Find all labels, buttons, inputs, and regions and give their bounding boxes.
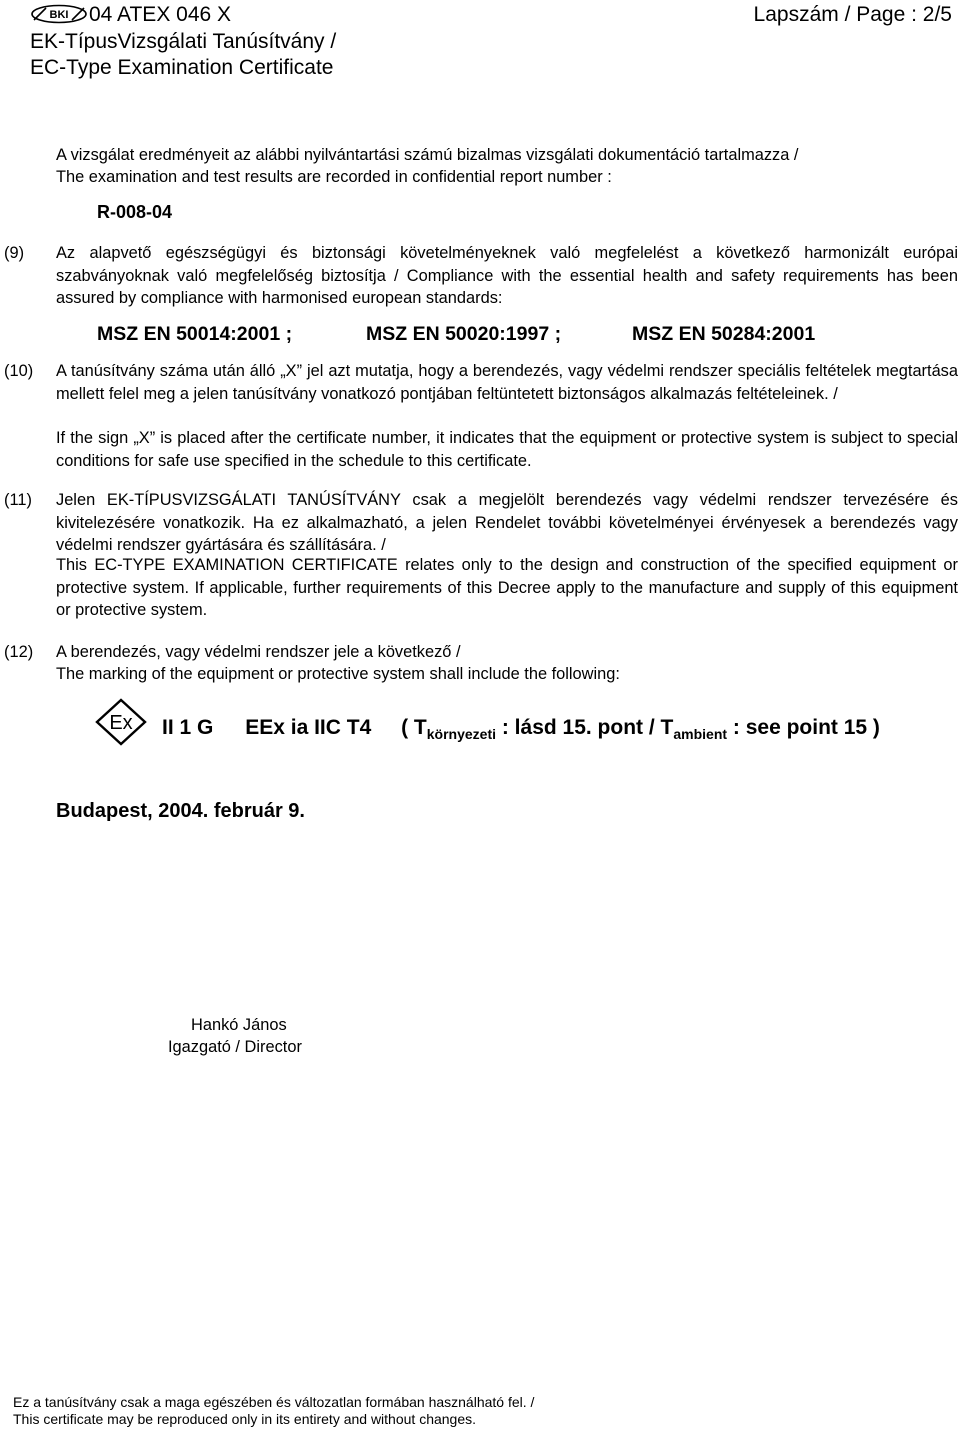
section-12-text-hu: A berendezés, vagy védelmi rendszer jele a következő / [56,643,461,661]
section-10-text-en: If the sign „X” is placed after the certificate number, it indicates that the equipment or protective system is subject to special conditions for safe use specified in the schedule to this certificate. [56,429,958,470]
signatory-name: Hankó János [191,1016,287,1034]
marking-temp-end: : see point 15 ) [727,716,880,739]
logo-text: BKI [49,9,69,21]
section-11-number: (11) [4,491,32,509]
marking-code: EEx ia IIC T4 [245,716,372,739]
section-12-text-en: The marking of the equipment or protective system shall include the following: [56,665,620,683]
marking-category: II 1 G [162,716,214,739]
equipment-marking [162,716,880,742]
standard-1: MSZ EN 50014:2001 ; [97,323,293,345]
certificate-number: 04 ATEX 046 X [89,3,232,26]
section-11-text-en: This EC-TYPE EXAMINATION CERTIFICATE relates only to the design and construction of the specified equipment or protective system. If applicable, further requirements of this Decree apply to the manufacture and supply of this equipment or protective system. [56,556,958,619]
intro-hu: A vizsgálat eredményeit az alábbi nyilvántartási számú bizalmas vizsgálati dokumentáció tartalmazza / [56,146,799,164]
ex-symbol-text: Ex [109,712,133,734]
report-number: R-008-04 [97,202,173,222]
marking-sub-kornyezeti: környezeti [426,726,497,742]
footer-note-en: This certificate may be reproduced only in its entirety and without changes. [13,1411,477,1427]
place-date: Budapest, 2004. február 9. [56,800,305,822]
intro-en: The examination and test results are recorded in confidential report number : [56,168,612,186]
footer-note-hu: Ez a tanúsítvány csak a maga egészében és változatlan formában használható fel. / [13,1394,535,1410]
marking-temp-mid: : lásd 15. pont / T [496,716,674,739]
header-title-en: EC-Type Examination Certificate [30,56,334,79]
marking-temp-open: ( T [401,716,427,739]
standard-2: MSZ EN 50020:1997 ; [366,323,562,345]
section-11-text-hu: Jelen EK-TÍPUSVIZSGÁLATI TANÚSÍTVÁNY csak a megjelölt berendezés vagy védelmi rendszer tervezésére és kivitelezésére vonatkozik. Ha ez alkalmazható, a jelen Rendelet további követelményei érvényesek a berendezés vagy védelmi rendszer gyártására és szállítására. / [56,491,958,554]
signatory-title: Igazgató / Director [168,1038,302,1056]
bki-logo [30,4,88,24]
section-9-text: Az alapvető egészségügyi és biztonsági követelményeknek való megfelelést a következő harmonizált európai szabványoknak való megfelelőség biztosítja / Compliance with the essential health and safety requirements has been assured by compliance with harmonised european standards: [56,244,958,307]
section-10-number: (10) [4,362,34,380]
header-title-hu: EK-TípusVizsgálati Tanúsítvány / [30,30,337,53]
section-10-text-hu: A tanúsítvány száma után álló „X” jel azt mutatja, hogy a berendezés, vagy védelmi rendszer speciális feltételek megtartása mellett felel meg a jelen tanúsítvány vonatkozó pontjában feltüntetett biztonságos alkalmazás feltételeinek. / [56,362,958,403]
page-number: Lapszám / Page : 2/5 [753,3,952,26]
marking-sub-ambient: ambient [673,726,728,742]
standard-3: MSZ EN 50284:2001 [632,323,816,345]
ex-hexagon-icon [95,698,147,746]
section-12-number: (12) [4,643,34,661]
section-9-number: (9) [4,244,25,262]
